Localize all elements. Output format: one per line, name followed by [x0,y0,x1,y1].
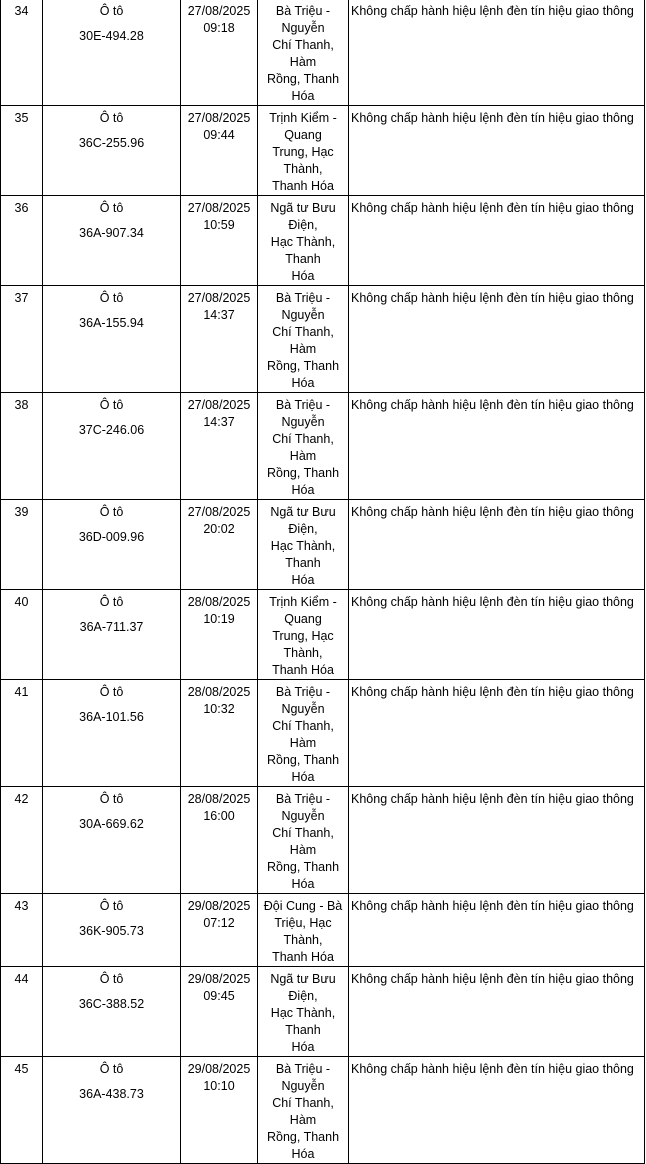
row-number-cell [1,500,43,590]
violation-cell [349,680,645,787]
license-plate: 36D-009.96 [78,530,145,544]
vehicle-cell [43,894,181,967]
violation-cell [349,196,645,286]
time-cell [181,106,258,196]
license-plate: 36A-711.37 [79,620,144,634]
license-plate: 36C-388.52 [78,997,145,1011]
vehicle-type: Ô tô [99,972,124,986]
violation-time: 10:32 [203,702,235,716]
time-cell [181,894,258,967]
location-cell [258,500,349,590]
violation-cell [349,393,645,500]
violation-cell [349,500,645,590]
violation-time: 07:12 [203,916,235,930]
violation-date: 27/08/2025 [187,111,251,125]
violation-time: 10:59 [203,218,235,232]
location-line: Ngã tư Bưu Điện, [270,201,336,232]
location-cell [258,680,349,787]
time-cell [181,590,258,680]
vehicle-cell [43,680,181,787]
location-line: Chí Thanh, Hàm [272,432,334,463]
location-line: Hạc Thành, Thanh [270,1006,336,1037]
violations-table-body [1,0,645,1164]
vehicle-cell [43,393,181,500]
violation-date: 28/08/2025 [187,792,251,806]
location-line: Hạc Thành, Thanh [270,235,336,266]
location-line: Bà Triệu - Nguyễn [275,685,331,716]
location-line: Thanh Hóa [272,179,334,193]
violation-date: 27/08/2025 [187,398,251,412]
violation-date: 27/08/2025 [187,505,251,519]
table-row [1,1057,645,1164]
table-row [1,393,645,500]
table-row [1,0,645,106]
location-cell [258,393,349,500]
location-line: Rồng, Thanh Hóa [266,359,340,390]
row-number-cell [1,106,43,196]
license-plate: 36K-905.73 [79,924,144,938]
location-line: Ngã tư Bưu Điện, [270,505,336,536]
vehicle-type: Ô tô [99,1062,124,1076]
location-line: Rồng, Thanh Hóa [266,466,340,497]
vehicle-type: Ô tô [99,291,124,305]
row-number-cell [1,393,43,500]
row-number-cell [1,196,43,286]
location-line: Rồng, Thanh Hóa [266,1130,340,1161]
location-line: Trung, Hạc Thành, [272,629,334,660]
vehicle-type: Ô tô [99,4,124,18]
violation-description: Không chấp hành hiệu lệnh đèn tín hiệu giao thông [351,4,634,18]
violation-time: 09:45 [203,989,235,1003]
vehicle-type: Ô tô [99,899,124,913]
license-plate: 36A-907.34 [79,226,144,240]
violation-description: Không chấp hành hiệu lệnh đèn tín hiệu giao thông [351,1062,634,1076]
table-row [1,500,645,590]
location-line: Bà Triệu - Nguyễn [275,792,331,823]
row-number: 42 [14,792,29,806]
row-number: 41 [14,685,29,699]
location-line: Hóa [291,1040,315,1054]
time-cell [181,196,258,286]
vehicle-cell [43,787,181,894]
violation-date: 29/08/2025 [187,1062,251,1076]
license-plate: 37C-246.06 [78,423,145,437]
location-line: Trung, Hạc Thành, [272,145,334,176]
violation-cell [349,106,645,196]
location-cell [258,894,349,967]
license-plate: 36A-155.94 [79,316,144,330]
violation-cell [349,590,645,680]
location-line: Trịnh Kiểm - Quang [269,111,337,142]
location-cell [258,590,349,680]
violation-date: 27/08/2025 [187,291,251,305]
row-number: 37 [14,291,29,305]
time-cell [181,393,258,500]
location-cell [258,967,349,1057]
row-number-cell [1,590,43,680]
location-line: Đội Cung - Bà [263,899,343,913]
violation-cell [349,286,645,393]
violation-time: 09:18 [203,21,235,35]
table-row [1,590,645,680]
violation-description: Không chấp hành hiệu lệnh đèn tín hiệu giao thông [351,972,634,986]
row-number-cell [1,680,43,787]
vehicle-type: Ô tô [99,685,124,699]
violation-cell [349,1057,645,1164]
time-cell [181,1057,258,1164]
location-cell [258,196,349,286]
vehicle-type: Ô tô [99,111,124,125]
table-row [1,894,645,967]
violation-date: 28/08/2025 [187,685,251,699]
location-line: Ngã tư Bưu Điện, [270,972,336,1003]
violation-date: 29/08/2025 [187,899,251,913]
time-cell [181,787,258,894]
row-number: 45 [14,1062,29,1076]
violation-description: Không chấp hành hiệu lệnh đèn tín hiệu giao thông [351,595,634,609]
row-number: 44 [14,972,29,986]
location-line: Rồng, Thanh Hóa [266,72,340,103]
violation-date: 28/08/2025 [187,595,251,609]
row-number: 34 [14,4,29,18]
violation-description: Không chấp hành hiệu lệnh đèn tín hiệu giao thông [351,111,634,125]
location-line: Rồng, Thanh Hóa [266,753,340,784]
violation-time: 14:37 [203,308,235,322]
time-cell [181,680,258,787]
violation-description: Không chấp hành hiệu lệnh đèn tín hiệu giao thông [351,398,634,412]
violation-time: 09:44 [203,128,235,142]
violation-description: Không chấp hành hiệu lệnh đèn tín hiệu giao thông [351,899,634,913]
violation-time: 10:10 [203,1079,235,1093]
location-line: Bà Triệu - Nguyễn [275,1062,331,1093]
row-number: 43 [14,899,29,913]
license-plate: 36A-101.56 [79,710,144,724]
vehicle-cell [43,590,181,680]
table-row [1,196,645,286]
location-cell [258,787,349,894]
license-plate: 36C-255.96 [78,136,145,150]
table-row [1,106,645,196]
vehicle-type: Ô tô [99,595,124,609]
location-cell [258,0,349,106]
vehicle-cell [43,967,181,1057]
vehicle-type: Ô tô [99,201,124,215]
row-number-cell [1,1057,43,1164]
row-number: 40 [14,595,29,609]
vehicle-type: Ô tô [99,398,124,412]
time-cell [181,500,258,590]
vehicle-cell [43,1057,181,1164]
row-number: 38 [14,398,29,412]
time-cell [181,0,258,106]
violation-cell [349,0,645,106]
violation-cell [349,967,645,1057]
location-line: Chí Thanh, Hàm [272,826,334,857]
location-line: Rồng, Thanh Hóa [266,860,340,891]
violation-cell [349,894,645,967]
location-line: Thanh Hóa [272,950,334,964]
table-row [1,680,645,787]
violation-date: 27/08/2025 [187,201,251,215]
vehicle-cell [43,286,181,393]
row-number: 35 [14,111,29,125]
row-number-cell [1,286,43,393]
location-line: Thanh Hóa [272,663,334,677]
time-cell [181,967,258,1057]
location-line: Hóa [291,573,315,587]
vehicle-cell [43,500,181,590]
time-cell [181,286,258,393]
location-line: Bà Triệu - Nguyễn [275,398,331,429]
location-line: Triệu, Hạc Thành, [274,916,332,947]
license-plate: 36A-438.73 [79,1087,144,1101]
vehicle-cell [43,196,181,286]
violation-description: Không chấp hành hiệu lệnh đèn tín hiệu giao thông [351,291,634,305]
row-number-cell [1,787,43,894]
table-row [1,787,645,894]
location-line: Chí Thanh, Hàm [272,325,334,356]
location-cell [258,286,349,393]
row-number-cell [1,894,43,967]
violation-cell [349,787,645,894]
location-line: Chí Thanh, Hàm [272,38,334,69]
location-line: Hạc Thành, Thanh [270,539,336,570]
row-number-cell [1,967,43,1057]
table-row [1,967,645,1057]
location-line: Bà Triệu - Nguyễn [275,291,331,322]
vehicle-cell [43,0,181,106]
location-line: Hóa [291,269,315,283]
violation-description: Không chấp hành hiệu lệnh đèn tín hiệu giao thông [351,505,634,519]
license-plate: 30E-494.28 [79,29,144,43]
violation-description: Không chấp hành hiệu lệnh đèn tín hiệu giao thông [351,685,634,699]
violation-time: 10:19 [203,612,235,626]
violation-time: 16:00 [203,809,235,823]
location-cell [258,1057,349,1164]
license-plate: 30A-669.62 [79,817,144,831]
violation-description: Không chấp hành hiệu lệnh đèn tín hiệu giao thông [351,792,634,806]
location-cell [258,106,349,196]
violation-time: 14:37 [203,415,235,429]
table-row [1,286,645,393]
violation-date: 29/08/2025 [187,972,251,986]
row-number: 39 [14,505,29,519]
violation-time: 20:02 [203,522,235,536]
vehicle-type: Ô tô [99,792,124,806]
vehicle-type: Ô tô [99,505,124,519]
row-number: 36 [14,201,29,215]
location-line: Chí Thanh, Hàm [272,719,334,750]
location-line: Chí Thanh, Hàm [272,1096,334,1127]
location-line: Trịnh Kiểm - Quang [269,595,337,626]
location-line: Bà Triệu - Nguyễn [275,4,331,35]
violation-date: 27/08/2025 [187,4,251,18]
violation-description: Không chấp hành hiệu lệnh đèn tín hiệu giao thông [351,201,634,215]
vehicle-cell [43,106,181,196]
row-number-cell [1,0,43,106]
